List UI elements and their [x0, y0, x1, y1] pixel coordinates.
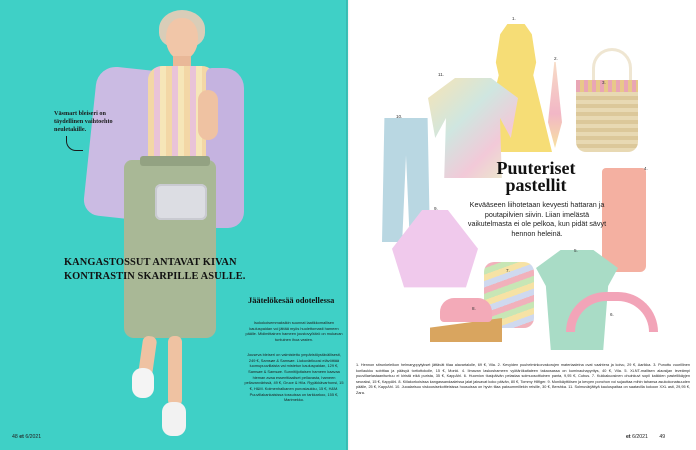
wedge-sandal-strap [440, 298, 492, 322]
sneaker-left [132, 368, 154, 398]
issue-number: 6/2021 [25, 434, 42, 440]
magazine-brand: et [19, 434, 24, 440]
item-number-11: 11. [438, 72, 445, 77]
left-headline: KANGASTOSSUT ANTAVAT KIVAN KONTRASTIN SKARPILLE ASULLE. [64, 257, 246, 282]
item-number-9: 9. [434, 206, 438, 211]
page-gutter [346, 0, 350, 450]
magazine-brand: et [626, 434, 631, 440]
sidebar-product-list: Jouseva bleiseri on valmistettu ympäristöystävällisesti, 249 €, Samsøe & Samsøe. Liukuvärikuosi elävöittää luomupuuvillaista vai mistetun kauluspaidan, 129 €, Samsøe & Samsøe. Sunnitiijoitaisen hameen kaavaa hieman avaa essenttiaaliset pellavasta, hameen pellavanvärissä, 49 €, Gruce & Hila. Ryyäkkävarhonsi, 15 €, H&M. Kolmenhalkanen punosiaukku, 15 €, H&M. Puuvillakankaisissa tossuissa on tarkkarkoo, 155 €, Marimekko. [244, 352, 344, 403]
wooden-earring [548, 62, 562, 148]
item-number-8: 8. [472, 306, 476, 311]
sneaker-right [162, 402, 186, 436]
basket-trim [576, 80, 638, 92]
page-title: Puuteriset pastellit [496, 158, 576, 196]
sidebar-title: Jäätelökesää odotellessa [248, 296, 335, 305]
product-captions: 1. Hennon sitrunkeleikon helmaryppytykset jättävät tilaa alavartalolle, 69 €, Vila. 2. Kevyiden puuhelminkorvakorujen materiaaleina ovat vaahtera ja koivu, 29 €, Aarikka. 3. Punottu vuorillinen korilaukku sobittaa ja pääsyä tortiottokolle, 15 €, Monki. 4. Ilmavan laskoshameen vyötärökaitaleen takaosassa on kuminauhapyritys, 40 €, Vila. 5. XLNT-mallisen alaosijan leveämpi puuvillaelastaanituntuu ei kiristä eikä purista, 35 €, KappAhl. 6. Huomion tiusipäivän pelastaa solmuosoittuinen panta, 9,95 €, Cubus. 7. Kukkakuosinen ohuinkuvi sopii kaikkien pastellikäyjen seuraksi, 15 €, KappAhl. 8. Kiilakorkoisissa kangassandaaleissa jalat jaksavat koko päivän, 80 €, Tommy Hilfiger. 9. Monikäyttöisen ja kevyen ponchon voi sujauttaa mihin tahansa asukokonaisuuden päälle, 25 €, KappAhl. 10. Juoalarisuu viskoosisekoitteisissa housuissa on hyvin tilaa paksummillekin reisille, 30 €, Bershka. 11. Solmuvärjättyä kauluspaitaa on saatavilla kokoon XXL asti, 29,95 €, Zara. [356, 363, 690, 395]
model-face [166, 18, 198, 60]
issue-number: 6/2021 [632, 434, 648, 440]
quilted-bag [155, 184, 207, 220]
right-folio [626, 434, 665, 440]
skirt-waistband [140, 156, 210, 166]
callout-pointer [66, 136, 83, 151]
item-number-2: 2. [554, 56, 558, 61]
item-number-3: 3. [602, 80, 606, 85]
blazer-callout: Väsmart bleiseri on täydellinen vaihtoehto neuletakille. [54, 110, 113, 133]
model-leg-right [168, 336, 182, 406]
item-number-1: 1. [512, 16, 516, 21]
left-folio [12, 434, 41, 440]
right-page [348, 0, 696, 450]
item-number-6: 6. [610, 312, 614, 317]
item-number-10: 10. [396, 114, 403, 119]
item-number-4: 4. [644, 166, 648, 171]
page-number: 48 [12, 434, 18, 440]
intro-text: Kevääseen liihotetaan kevyesti hattaran ja poutapilvien siivin. Liian imelästä vaikutelmasta ei ole pelkoa, kun pidät sävyt hennon heleinä. [467, 200, 607, 239]
model-arm [198, 90, 218, 140]
item-number-7: 7. [506, 268, 510, 273]
sidebar-body: Isokokoisemmaksikin suunnat laatikkomallisen kauluspaidan voi jättää myös huolettomasti hameen päälle. Midimittainen hameen joustovyötärö on mukavan tuntuinen ihoa vasten. [245, 320, 343, 342]
item-number-5: 5. [574, 248, 578, 253]
page-number: 49 [659, 434, 666, 440]
